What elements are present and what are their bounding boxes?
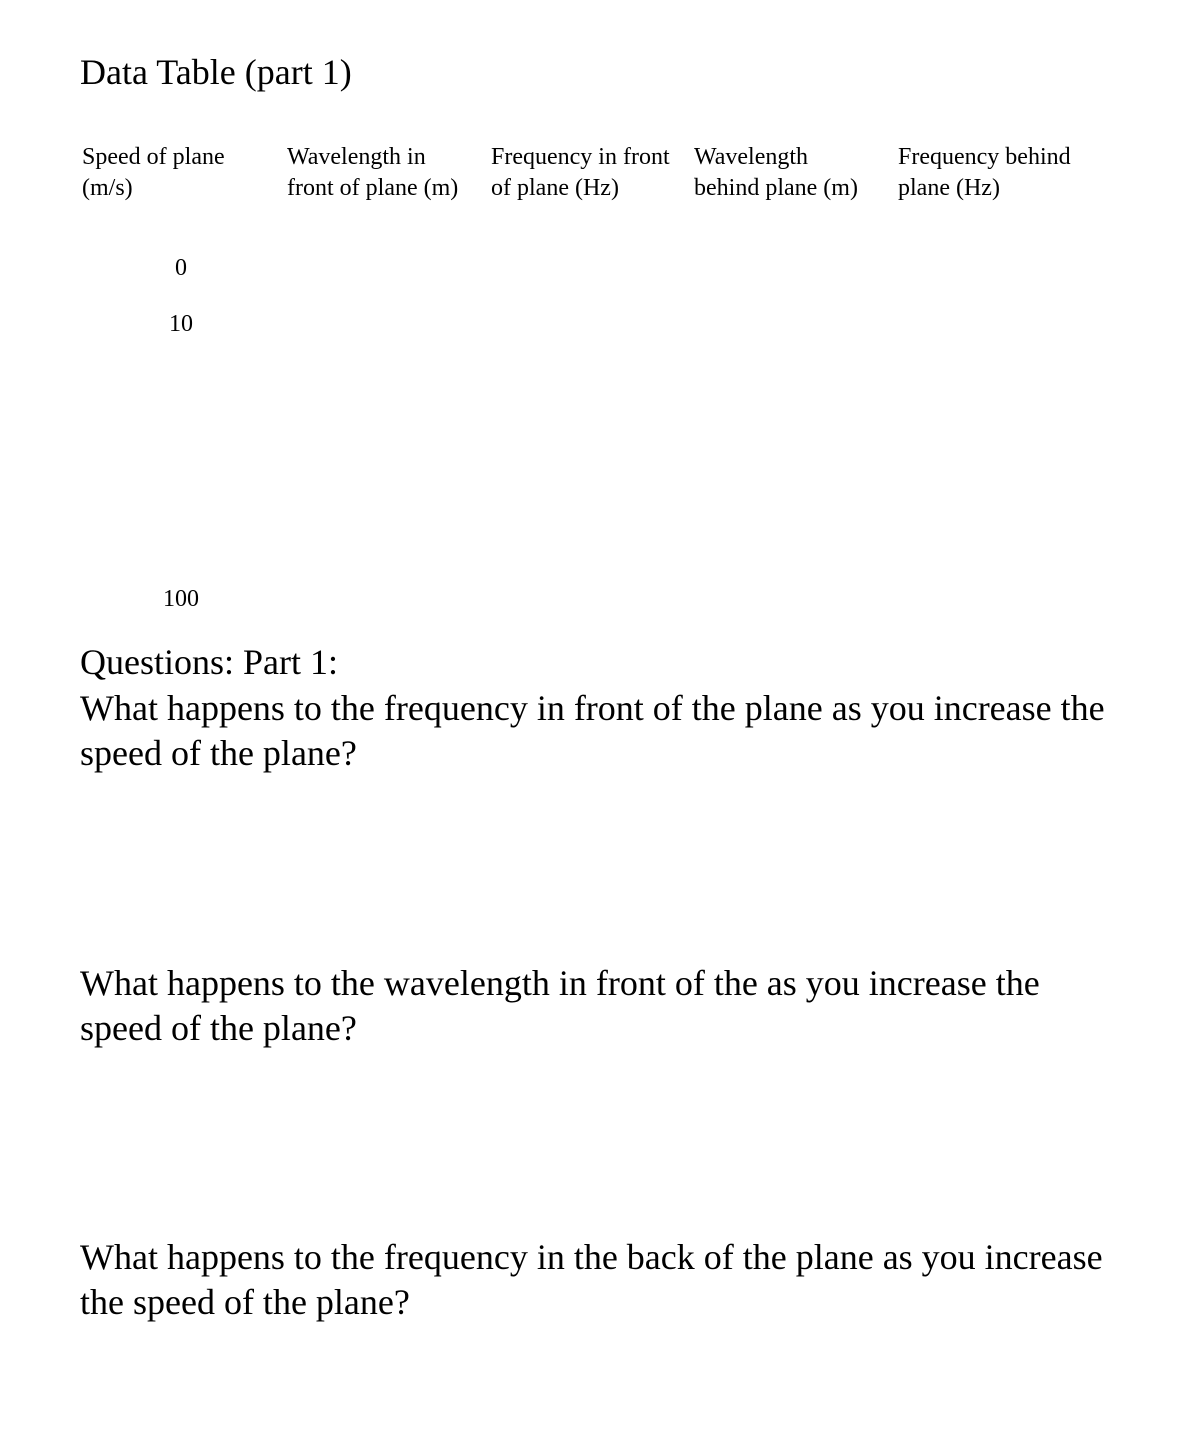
- question-text: What happens to the wavelength in front of the as you increase the speed of the plane?: [80, 963, 1040, 1048]
- speed-value: 0: [175, 255, 187, 281]
- question-text: What happens to the frequency in the back of the plane as you increase the speed of the plane?: [80, 1237, 1103, 1322]
- column-header-frequency-front: [491, 142, 670, 204]
- column-header-line: (m/s): [82, 175, 133, 201]
- column-header-frequency-behind: [898, 142, 1071, 204]
- column-header-wavelength-behind: [694, 142, 858, 204]
- column-header-line: Speed of plane: [82, 144, 225, 170]
- column-header-line: plane (Hz): [898, 175, 1000, 201]
- column-header-speed: [82, 142, 225, 204]
- column-header-line: Frequency behind: [898, 144, 1071, 170]
- column-header-wavelength-front: [287, 142, 458, 204]
- column-header-line: Frequency in front: [491, 144, 670, 170]
- questions-heading: Questions: Part 1:: [80, 642, 338, 682]
- column-header-line: Wavelength: [694, 144, 809, 170]
- column-header-line: behind plane (m): [694, 175, 858, 201]
- column-header-line: of plane (Hz): [491, 175, 619, 201]
- speed-value: 10: [169, 311, 193, 337]
- page-title: Data Table (part 1): [80, 52, 352, 92]
- speed-value: 100: [163, 586, 199, 612]
- column-header-line: front of plane (m): [287, 175, 459, 201]
- column-header-line: Wavelength in: [287, 144, 426, 170]
- question-text: What happens to the frequency in front of the plane as you increase the speed of the plane?: [80, 688, 1105, 773]
